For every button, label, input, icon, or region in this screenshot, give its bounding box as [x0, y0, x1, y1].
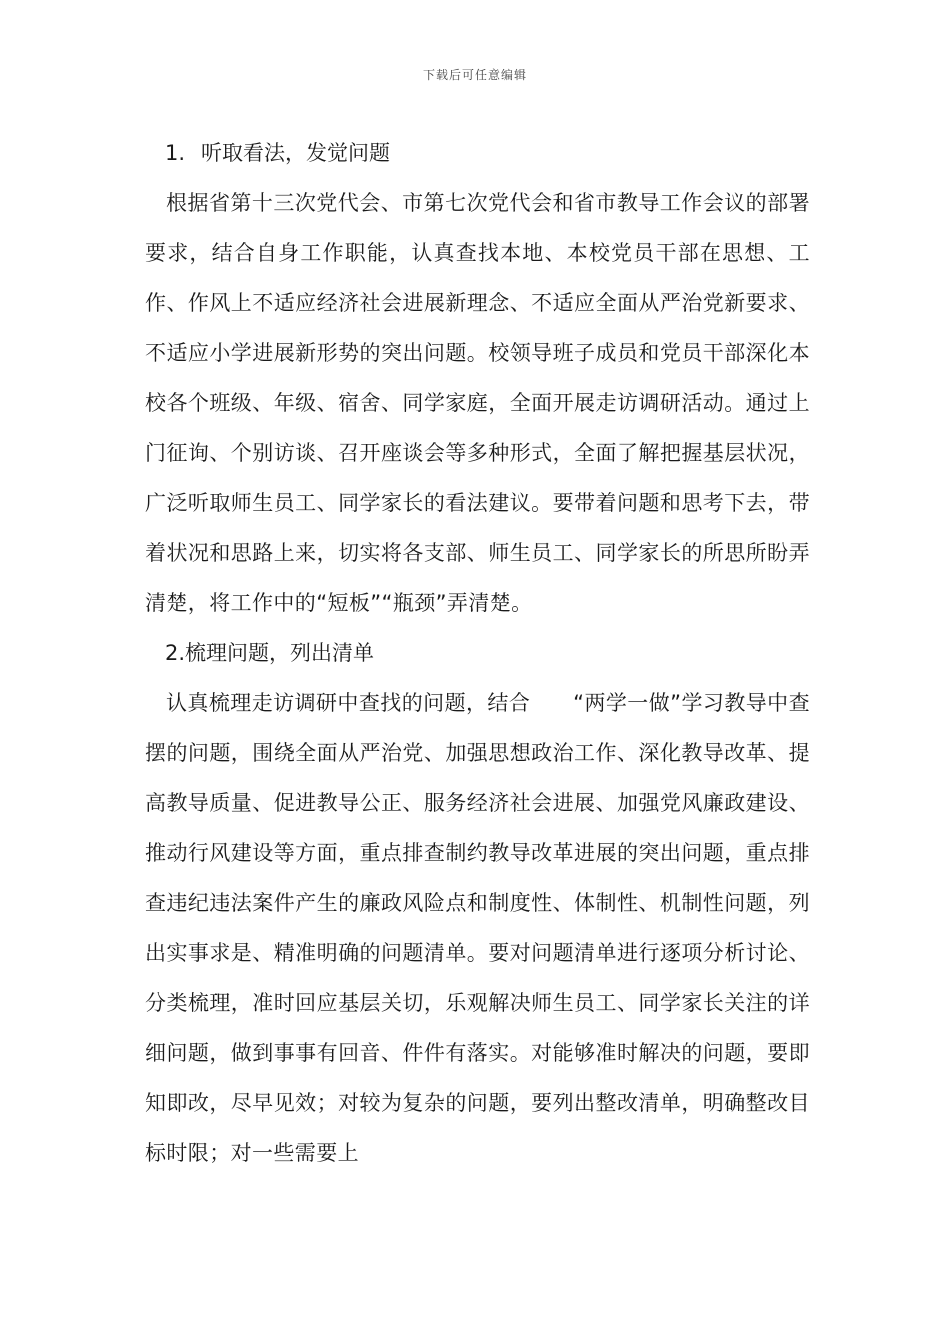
section-1-paragraph: 根据省第十三次党代会、市第七次党代会和省市教导工作会议的部署要求，结合自身工作职能，认真查找本地、本校党员干部在思想、工作、作风上不适应经济社会进展新理念、不适应全面从严治党新要求、不适应小学进展新形势的突出问题。校领导班子成员和党员干部深化本校各个班级、年级、宿舍、同学家庭，全面开展走访调研活动。通过上门征询、个别访谈、召开座谈会等多种形式，全面了解把握基层状况，广泛听取师生员工、同学家长的看法建议。要带着问题和思考下去，带着状况和思路上来，切实将各支部、师生员工、同学家长的所思所盼弄清楚，将工作中的“短板”“瓶颈”弄清楚。: [145, 191, 810, 615]
section-1-number: 1.: [165, 141, 186, 165]
section-1-heading: [145, 128, 810, 178]
section-2-number: 2.: [165, 641, 186, 665]
section-2-title: 梳理问题，列出清单: [185, 641, 375, 665]
header-note: 下载后可任意编辑: [422, 68, 527, 82]
section-1-title: 听取看法，发觉问题: [201, 141, 390, 165]
section-2-heading: [145, 628, 810, 678]
document-body: [145, 128, 810, 1178]
section-2-paragraph: 认真梳理走访调研中查找的问题，结合 “两学一做”学习教导中查摆的问题，围绕全面从严治党、加强思想政治工作、深化教导改革、提高教导质量、促进教导公正、服务经济社会进展、加强党风廉政建设、推动行风建设等方面，重点排查制约教导改革进展的突出问题，重点排查违纪违法案件产生的廉政风险点和制度性、体制性、机制性问题，列出实事求是、精准明确的问题清单。要对问题清单进行逐项分析讨论、分类梳理，准时回应基层关切，乐观解决师生员工、同学家长关注的详细问题，做到事事有回音、件件有落实。对能够准时解决的问题，要即知即改，尽早见效；对较为复杂的问题，要列出整改清单，明确整改目标时限；对一些需要上: [145, 691, 810, 1165]
